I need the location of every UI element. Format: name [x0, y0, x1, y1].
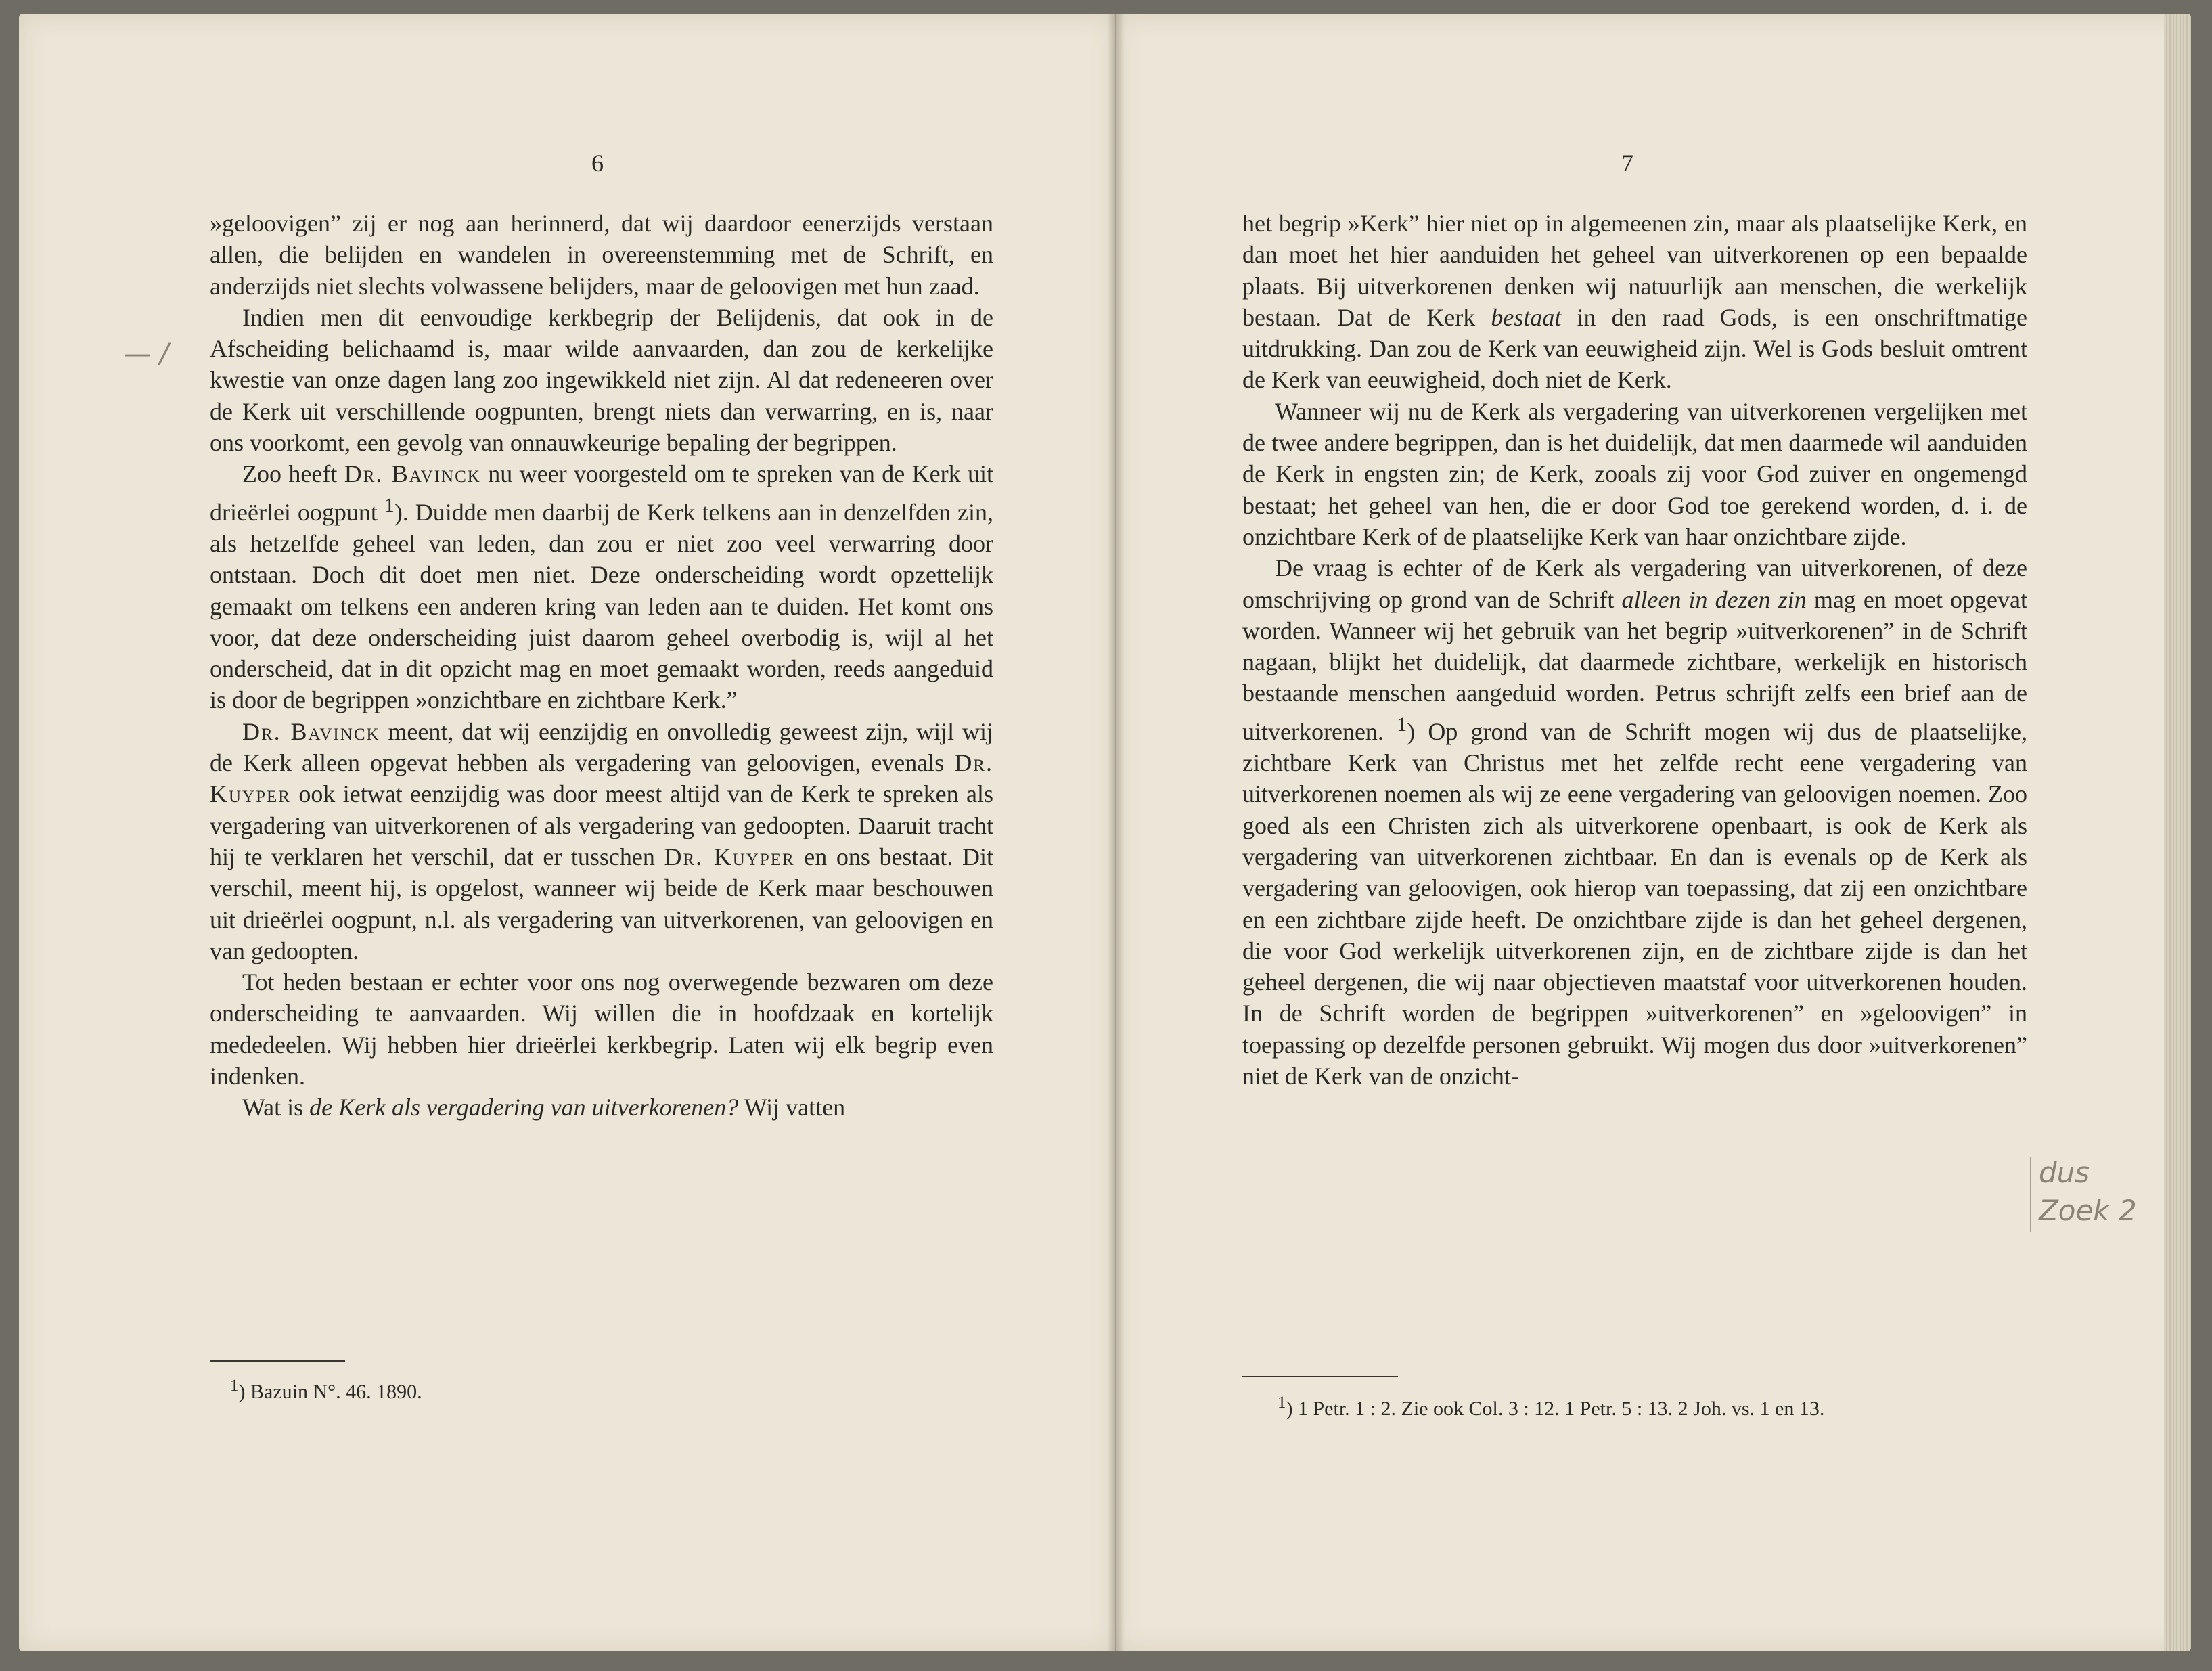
left-page-body [210, 208, 993, 1123]
author-name: Dr. Bavinck [344, 460, 481, 488]
book-gutter [1107, 14, 1125, 1651]
pencil-annotation: dus Zoek 2 [2039, 1156, 2137, 1227]
book-spread [19, 14, 2191, 1651]
author-name: Dr. Bavinck [242, 717, 380, 745]
right-paragraph-3: De vraag is echter of de Kerk als vergadering van uitverkorenen, of deze omschrijving op grond van de Schrift alleen in dezen zin mag en moet opgevat worden. Wanneer wij het gebruik van het begrip »uitverkorenen” in de Schrift nagaan, blijkt het duidelijk, dat daarmede zichtbare, werkelijk en historisch bestaande menschen aangeduid worden. Petrus schrijft zelfs een brief aan de uitverkorenen. $^1$) Op grond van de Schrift mogen wij dus de plaatselijke, zichtbare Kerk van Christus met het zelfde recht eene vergadering van uitverkorenen noemen als wij ze eene vergadering van geloovigen noemen. Zoo goed als een Christen zich als uitverkorene openbaart, is ook de Kerk als vergadering van uitverkorenen zichtbaar. En dan is evenals op de Kerk als vergadering van geloovigen, ook hierop van toepassing, dat zij een onzichtbare en een zichtbare zijde heeft. De onzichtbare zijde is dan het geheel dergenen, die voor God werkelijk uitverkorenen zijn, en de zichtbare zijde is dan het geheel dergenen, die wij naar objectieven maatstaf voor uitverkorenen houden. In de Schrift worden de begrippen »uitverkorenen” en »geloovigen” in toepassing op dezelfde personen gebruikt. Wij mogen dus door »uitverkorenen” niet de Kerk van de onzicht- [1242, 554, 2027, 1090]
left-paragraph-1: »geloovigen” zij er nog aan herinnerd, dat wij daardoor eenerzijds verstaan allen, die belijden en wandelen in overeenstemming met de Schrift, en anderzijds niet slechts volwassene belijders, maar de geloovigen met hun zaad. [210, 210, 993, 300]
pencil-margin-mark: — / [124, 338, 169, 370]
right-page-body [1242, 208, 2027, 1092]
right-page-number: 7 [1621, 150, 1633, 177]
page-edges [2164, 14, 2191, 1651]
left-paragraph-4: Dr. Bavinck meent, dat wij eenzijdig en onvolledig geweest zijn, wijl wij de Kerk alleen opgevat hebben als vergadering van geloovigen, evenals Dr. Kuyper ook ietwat eenzijdig was door meest altijd van de Kerk te spreken als vergadering van uitverkorenen of als vergadering van gedoopten. Daaruit tracht hij te verklaren het verschil, dat er tusschen Dr. Kuyper en ons bestaat. Dit verschil, meent hij, is opgelost, wanneer wij beide de Kerk maar beschouwen uit drieërlei oogpunt, n.l. als vergadering van uitverkorenen, van geloovigen en van gedoopten. [210, 717, 993, 964]
left-paragraph-6: Wat is de Kerk als vergadering van uitverkorenen? Wij vatten [242, 1094, 846, 1121]
left-page-number: 6 [591, 150, 604, 177]
left-paragraph-5: Tot heden bestaan er echter voor ons nog overwegende bezwaren om deze onderscheiding te aanvaarden. Wij willen die in hoofdzaak en kortelijk mededeelen. Wij hebben hier drieërlei kerkbegrip. Laten wij elk begrip even indenken. [210, 968, 993, 1090]
pencil-margin-bar [2030, 1157, 2031, 1232]
right-paragraph-2: Wanneer wij nu de Kerk als vergadering van uitverkorenen vergelijken met de twee andere begrippen, dan is het duidelijk, dat men daarmede wil aanduiden de Kerk in engsten zin; de Kerk, zooals zij voor God zuiver en ongemengd bestaat; het geheel van hen, die er door God toe gerekend worden, d. i. de onzichtbare Kerk of de plaatselijke Kerk van haar onzichtbare zijde. [1242, 397, 2027, 550]
right-footnote-rule [1242, 1376, 1398, 1377]
left-paragraph-3: Zoo heeft Dr. Bavinck nu weer voorgesteld om te spreken van de Kerk uit drieërlei oogpunt $^1$). Duidde men daarbij de Kerk telkens aan in denzelfden zin, als hetzelfde geheel van leden, dan zou er niet zoo veel verwarring door ontstaan. Doch dit doet men niet. Deze onderscheiding wordt opzettelijk gemaakt om telkens een anderen kring van leden aan te duiden. Het komt ons voor, dat deze onderscheiding juist daarom geheel overbodig is, wijl al het onderscheid, dat in dit opzicht mag en moet gemaakt worden, reeds aangeduid is door de begrippen »onzichtbare en zichtbare Kerk.” [210, 460, 994, 714]
left-footnote-rule [210, 1360, 345, 1362]
right-paragraph-1: het begrip »Kerk” hier niet op in algemeenen zin, maar als plaatselijke Kerk, en dan moet het hier aanduiden het geheel van uitverkorenen op een bepaalde plaats. Bij uitverkorenen denken wij natuurlijk aan menschen, die werkelijk bestaan. Dat de Kerk bestaat in den raad Gods, is een onschriftmatige uitdrukking. Dan zou de Kerk van eeuwigheid zijn. Wel is Gods besluit omtrent de Kerk van eeuwigheid, doch niet de Kerk. [1242, 210, 2027, 394]
footnote-reference: 1 [384, 493, 394, 516]
footnote-reference: 1 [1397, 713, 1407, 736]
left-footnote: $^1$) Bazuin N°. 46. 1890. [230, 1377, 422, 1403]
right-footnote: $^1$) 1 Petr. 1 : 2. Zie ook Col. 3 : 12. 1 Petr. 5 : 13. 2 Joh. vs. 1 en 13. [1278, 1394, 1825, 1420]
left-paragraph-2: Indien men dit eenvoudige kerkbegrip der Belijdenis, dat ook in de Afscheiding belichaamd is, maar wilde aanvaarden, dan zou de kerkelijke kwestie van onze dagen lang zoo ingewikkeld niet zijn. Al dat redeneeren over de Kerk uit verschillende oogpunten, brengt niets dan verwarring, en is, naar ons voorkomt, een gevolg van onnauwkeurige bepaling der begrippen. [210, 303, 993, 457]
author-name: Dr. Kuyper [210, 749, 993, 808]
author-name: Dr. Kuyper [664, 843, 795, 870]
